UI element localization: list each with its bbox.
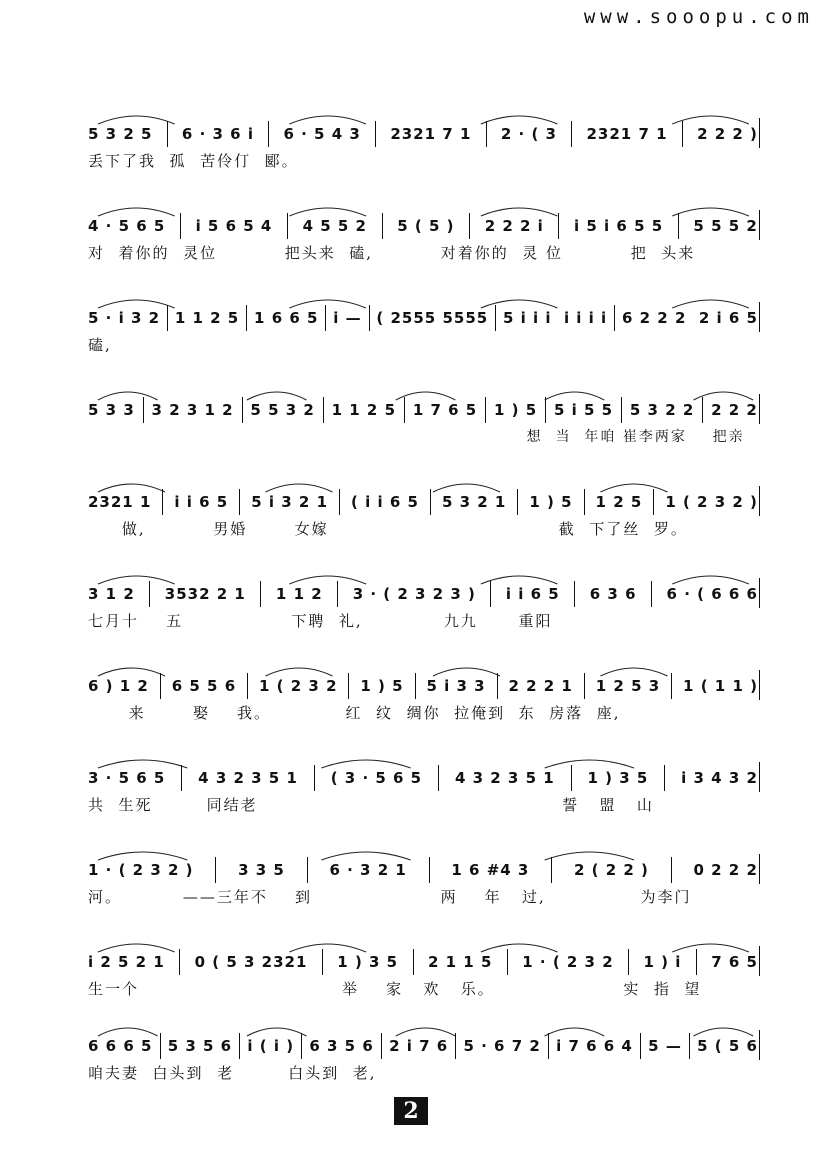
measure: 2 i 7 6: [389, 1037, 449, 1055]
measure: 6 5 5 6: [171, 677, 237, 695]
measure: 2321 7 1: [390, 125, 472, 143]
bar-line: [548, 1033, 549, 1059]
measure: 5 i 5 5: [553, 401, 614, 419]
measure: 2 1 1 5: [427, 953, 493, 971]
bar-line: [621, 397, 622, 423]
bar-line: [678, 213, 679, 239]
end-bar-line: [759, 118, 761, 148]
end-bar-line: [759, 1030, 761, 1060]
bar-line: [404, 397, 405, 423]
notation-row: [88, 398, 758, 422]
bar-line: [671, 857, 672, 883]
measure: 1 ) 3 5: [587, 769, 649, 787]
bar-line: [325, 305, 326, 331]
bar-line: [314, 765, 315, 791]
lyrics-line: 共 生死 同结老 誓 盟 山: [88, 796, 654, 814]
bar-line: [429, 857, 430, 883]
measure: 6 3 6: [589, 585, 637, 603]
bar-line: [162, 489, 163, 515]
measure: 6 · 3 6 i: [181, 125, 254, 143]
bar-line: [584, 489, 585, 515]
bar-line: [348, 673, 349, 699]
bar-line: [160, 1033, 161, 1059]
measure: 3 · 5 6 5: [88, 769, 166, 787]
bar-line: [167, 121, 168, 147]
measure: 1 ( 1 1 ): [683, 677, 758, 695]
bar-line: [287, 213, 288, 239]
lyrics-line: 想 当 年咱 崔李两家 把亲: [88, 429, 745, 445]
measure: 3 1 2: [88, 585, 135, 603]
measure: ( 2555 5555: [376, 309, 489, 327]
measure: i 2 5 2 1: [88, 953, 165, 971]
lyrics-line: 生一个 举 家 欢 乐。 实 指 望: [88, 980, 702, 998]
bar-line: [375, 121, 376, 147]
bar-line: [490, 581, 491, 607]
measure: 6 3 5 6: [309, 1037, 374, 1055]
bar-line: [497, 673, 498, 699]
measure: 3 3 5: [238, 861, 285, 879]
bar-line: [485, 397, 486, 423]
bar-line: [571, 765, 572, 791]
lyrics-line: 对 着你的 灵位 把头来 磕, 对着你的 灵 位 把 头来: [88, 244, 696, 262]
measure: 5 i i i i i i i: [502, 309, 608, 327]
measure: 1 2 5: [595, 493, 643, 511]
bar-line: [301, 1033, 302, 1059]
bar-line: [339, 489, 340, 515]
bar-line: [382, 213, 383, 239]
score-system: [88, 844, 758, 914]
notation-row: [88, 674, 758, 698]
bar-line: [651, 581, 652, 607]
measure: 1 6 #4 3: [451, 861, 530, 879]
bar-line: [247, 673, 248, 699]
measure: ( 3 · 5 6 5: [330, 769, 423, 787]
measure: 3 2 3 1 2: [151, 401, 234, 419]
score-system: [88, 568, 758, 638]
measure: 1 ) i: [643, 953, 682, 971]
measure: 1 6 6 5: [254, 309, 319, 327]
measure: 6 2 2 2 2 i 6 5: [621, 309, 758, 327]
notation-row: [88, 858, 758, 882]
bar-line: [671, 673, 672, 699]
bar-line: [584, 673, 585, 699]
site-watermark: www.sooopu.com: [583, 6, 814, 28]
end-bar-line: [759, 210, 761, 240]
measure: 7 6 5: [711, 953, 758, 971]
bar-line: [307, 857, 308, 883]
end-bar-line: [759, 670, 761, 700]
measure: 1 1 2 5: [331, 401, 397, 419]
lyrics-line: 磕,: [88, 336, 112, 354]
notation-row: [88, 306, 758, 330]
measure: 1 2 5 3: [595, 677, 661, 695]
measure: 1 ) 5: [529, 493, 573, 511]
page-number: 2: [394, 1097, 428, 1125]
end-bar-line: [759, 578, 761, 608]
lyrics-line: 来 娶 我。 红 纹 绸你 拉俺到 东 房落 座,: [88, 704, 621, 722]
bar-line: [696, 949, 697, 975]
score-system: [88, 108, 758, 178]
bar-line: [149, 581, 150, 607]
measure: 5 3 5 6: [167, 1037, 233, 1055]
end-bar-line: [759, 854, 761, 884]
measure: i 5 6 5 4: [195, 217, 273, 235]
end-bar-line: [759, 302, 761, 332]
bar-line: [268, 121, 269, 147]
measure: 1 ) 5: [494, 401, 538, 419]
notation-row: [88, 122, 758, 146]
measure: 5 —: [648, 1037, 682, 1055]
score-system: [88, 752, 758, 822]
notation-row: [88, 950, 758, 974]
measure: 5 · 6 7 2: [463, 1037, 541, 1055]
bar-line: [614, 305, 615, 331]
bar-line: [545, 397, 546, 423]
bar-line: [517, 489, 518, 515]
notation-row: [88, 490, 758, 514]
lyrics-line: 七月十 五 下聘 礼, 九九 重阳: [88, 612, 553, 630]
measure: i —: [333, 309, 362, 327]
bar-line: [179, 949, 180, 975]
bar-line: [323, 397, 324, 423]
bar-line: [507, 949, 508, 975]
bar-line: [242, 397, 243, 423]
lyrics-line: 丢下了我 孤 苦伶仃 郾。: [88, 152, 299, 170]
bar-line: [495, 305, 496, 331]
measure: 5 3 2 1: [441, 493, 507, 511]
measure: 2 2 2: [711, 401, 758, 419]
measure: 6 ) 1 2: [88, 677, 149, 695]
bar-line: [415, 673, 416, 699]
bar-line: [260, 581, 261, 607]
bar-line: [239, 1033, 240, 1059]
measure: 2321 1: [88, 493, 152, 511]
measure: 1 · ( 2 3 2 ): [88, 861, 194, 879]
notation-row: [88, 582, 758, 606]
measure: 1 1 2: [275, 585, 323, 603]
notation-row: [88, 766, 758, 790]
bar-line: [181, 765, 182, 791]
measure: 2 2 2 ): [697, 125, 758, 143]
bar-line: [215, 857, 216, 883]
bar-line: [239, 489, 240, 515]
measure: i 5 i 6 5 5: [574, 217, 664, 235]
measure: 5 5 5 2: [693, 217, 758, 235]
measure: 5 ( 5 ): [397, 217, 455, 235]
measure: ( i i 6 5: [351, 493, 419, 511]
bar-line: [143, 397, 144, 423]
bar-line: [640, 1033, 641, 1059]
measure: 3532 2 1: [164, 585, 246, 603]
bar-line: [413, 949, 414, 975]
measure: 5 5 3 2: [250, 401, 315, 419]
measure: 4 5 5 2: [302, 217, 367, 235]
measure: 5 ( 5 6: [697, 1037, 758, 1055]
measure: 2 · ( 3: [500, 125, 557, 143]
measure: 2 2 2 1: [508, 677, 573, 695]
measure: 1 ( 2 3 2: [259, 677, 338, 695]
bar-line: [246, 305, 247, 331]
measure: 4 3 2 3 5 1: [198, 769, 298, 787]
measure: 6 · ( 6 6 6: [666, 585, 758, 603]
end-bar-line: [759, 762, 761, 792]
measure: 5 3 2 2: [629, 401, 695, 419]
bar-line: [369, 305, 370, 331]
notation-row: [88, 214, 758, 238]
end-bar-line: [759, 394, 761, 424]
end-bar-line: [759, 946, 761, 976]
measure: 6 · 5 4 3: [283, 125, 361, 143]
measure: 5 3 2 5: [88, 125, 153, 143]
bar-line: [558, 213, 559, 239]
measure: 5 i 3 2 1: [251, 493, 329, 511]
bar-line: [486, 121, 487, 147]
bar-line: [571, 121, 572, 147]
measure: i ( i ): [247, 1037, 295, 1055]
score-system: [88, 936, 758, 1006]
bar-line: [337, 581, 338, 607]
measure: 5 · i 3 2: [88, 309, 161, 327]
measure: 2 ( 2 2 ): [573, 861, 649, 879]
measure: 6 · 3 2 1: [329, 861, 407, 879]
measure: i i 6 5: [174, 493, 229, 511]
lyrics-line: 做, 男婚 女嫁 截 下了丝 罗。: [88, 520, 688, 538]
bar-line: [574, 581, 575, 607]
lyrics-line: 河。 ——三年不 到 两 年 过, 为李门: [88, 888, 692, 906]
bar-line: [180, 213, 181, 239]
measure: 6 6 6 5: [88, 1037, 153, 1055]
bar-line: [438, 765, 439, 791]
measure: 1 · ( 2 3 2: [522, 953, 614, 971]
bar-line: [689, 1033, 690, 1059]
measure: 1 ) 5: [360, 677, 404, 695]
measure: i 3 4 3 2: [681, 769, 758, 787]
notation-row: [88, 1034, 758, 1058]
bar-line: [702, 397, 703, 423]
score-system: [88, 660, 758, 730]
measure: 0 ( 5 3 2321: [194, 953, 308, 971]
measure: 1 1 2 5: [174, 309, 240, 327]
measure: 0 2 2 2: [693, 861, 758, 879]
bar-line: [455, 1033, 456, 1059]
score-system: [88, 292, 758, 362]
bar-line: [167, 305, 168, 331]
measure: 1 7 6 5: [412, 401, 478, 419]
measure: 4 · 5 6 5: [88, 217, 166, 235]
measure: i 7 6 6 4: [556, 1037, 633, 1055]
bar-line: [469, 213, 470, 239]
score-system: [88, 384, 758, 454]
bar-line: [160, 673, 161, 699]
measure: 2 2 2 i: [484, 217, 544, 235]
bar-line: [381, 1033, 382, 1059]
measure: 1 ) 3 5: [337, 953, 399, 971]
end-bar-line: [759, 486, 761, 516]
measure: 5 i 3 3: [426, 677, 486, 695]
bar-line: [682, 121, 683, 147]
bar-line: [322, 949, 323, 975]
score-system: [88, 200, 758, 270]
measure: 4 3 2 3 5 1: [454, 769, 555, 787]
bar-line: [551, 857, 552, 883]
score-system: [88, 476, 758, 546]
lyrics-line: 咱夫妻 白头到 老 白头到 老,: [88, 1064, 377, 1082]
score-system: [88, 1020, 758, 1090]
measure: 3 · ( 2 3 2 3 ): [352, 585, 476, 603]
bar-line: [653, 489, 654, 515]
measure: i i 6 5: [505, 585, 560, 603]
bar-line: [628, 949, 629, 975]
bar-line: [430, 489, 431, 515]
bar-line: [664, 765, 665, 791]
measure: 2321 7 1: [586, 125, 668, 143]
measure: 1 ( 2 3 2 ): [665, 493, 758, 511]
measure: 5 3 3: [88, 401, 135, 419]
